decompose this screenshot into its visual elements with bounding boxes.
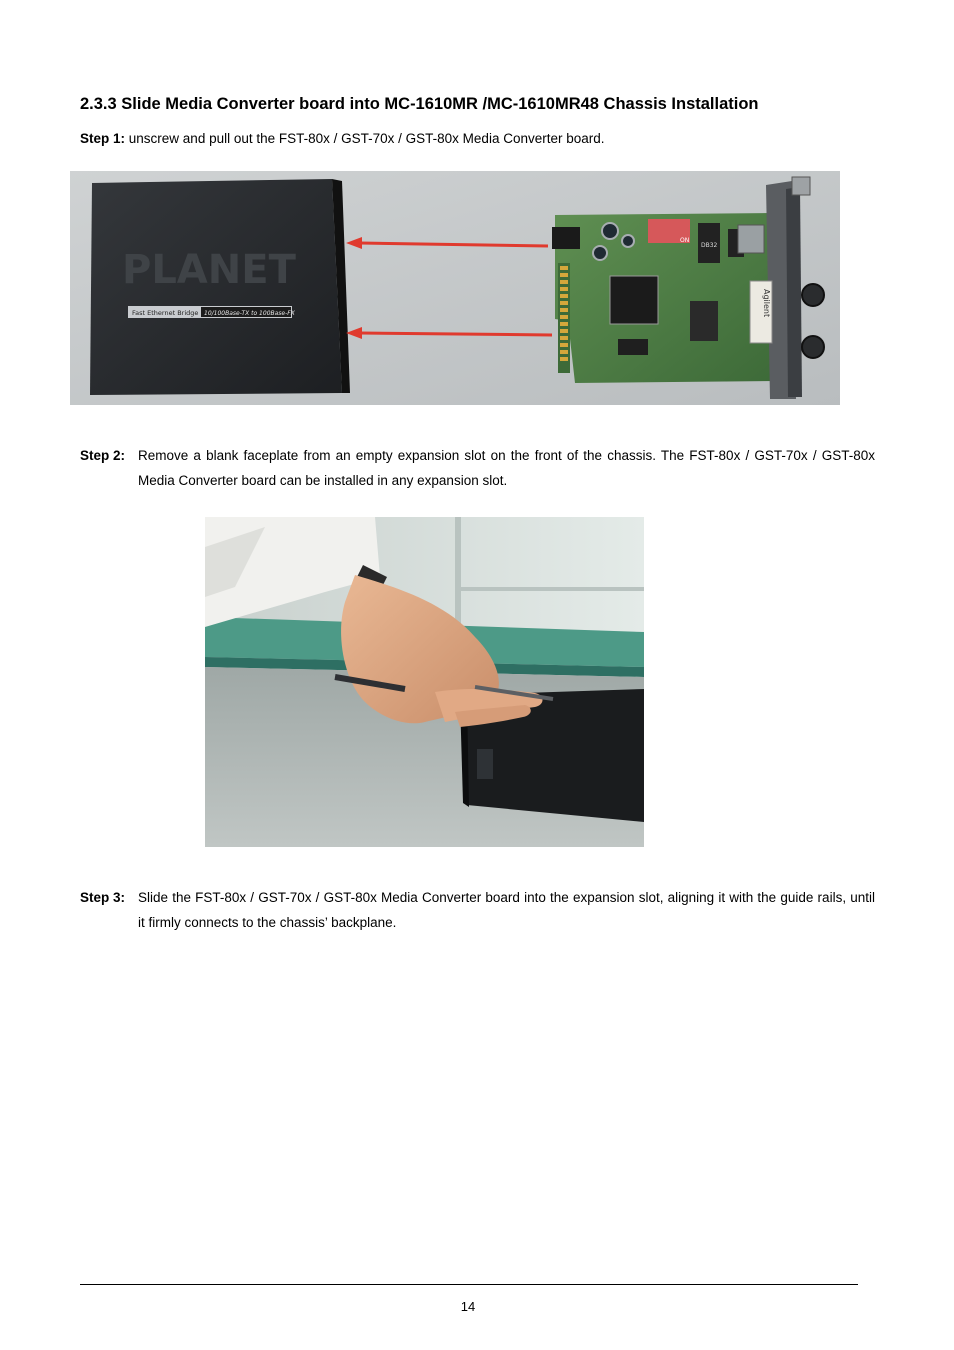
step-2-text: Remove a blank faceplate from an empty expansion slot on the front of the chassis. The FST-80x / GST-70x / GST-80x Media Converter board can be installed in any expansion slot. xyxy=(138,448,875,488)
product-label: Fast Ethernet Bridge xyxy=(132,309,199,317)
footer-divider xyxy=(80,1284,858,1285)
faceplate-photo-illustration xyxy=(205,517,644,847)
svg-text:PLANET: PLANET xyxy=(122,247,296,293)
section-heading: 2.3.3 Slide Media Converter board into MC-1610MR /MC-1610MR48 Chassis Installation xyxy=(80,95,759,113)
model-label: 10/100Base-TX to 100Base-FX xyxy=(204,310,295,317)
chip-label: DB32 xyxy=(701,242,718,249)
sticker-label: Agilent xyxy=(762,289,771,318)
step-2-label: Step 2: xyxy=(80,448,126,463)
step-1-text: unscrew and pull out the FST-80x / GST-70x / GST-80x Media Converter board. xyxy=(128,131,605,146)
board-photo-illustration xyxy=(70,171,840,405)
photo-remove-faceplate xyxy=(205,517,644,847)
dip-switch-label: ON xyxy=(680,237,690,244)
page-number: 14 xyxy=(460,1299,476,1314)
step-3-text: Slide the FST-80x / GST-70x / GST-80x Media Converter board into the expansion slot, aligning it with the guide rails, until it firmly connects to the chassis’ backplane. xyxy=(138,890,875,930)
photo-converter-board xyxy=(70,171,840,405)
step-1-label: Step 1: xyxy=(80,131,126,146)
step-3-label: Step 3: xyxy=(80,890,126,905)
step-1 xyxy=(80,130,605,147)
step-2 xyxy=(80,443,875,493)
step-3 xyxy=(80,885,875,935)
